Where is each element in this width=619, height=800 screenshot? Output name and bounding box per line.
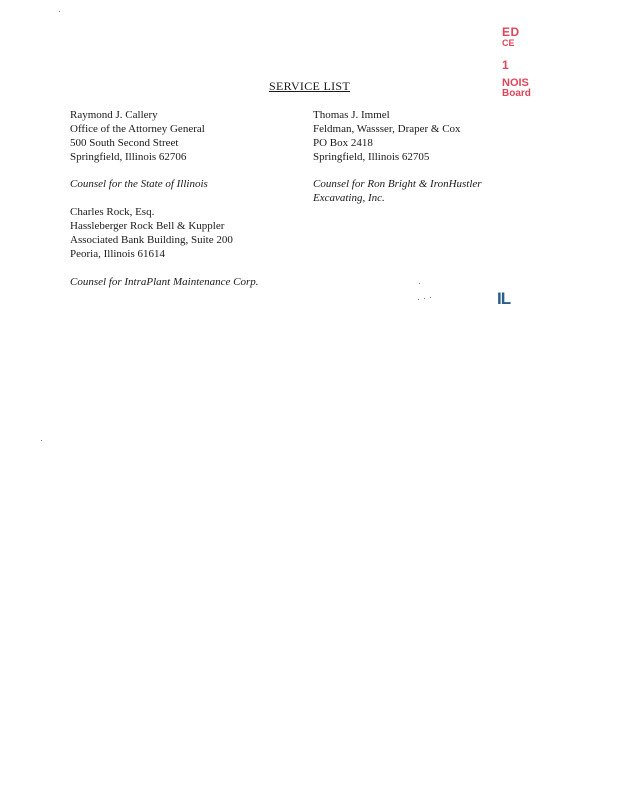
scan-speck [430, 297, 431, 298]
org-line: Hassleberger Rock Bell & Kuppler [70, 220, 225, 232]
handwritten-mark: IL [497, 289, 511, 308]
street-line: Associated Bank Building, Suite 200 [70, 234, 233, 246]
service-address-block-immel [313, 108, 461, 164]
scan-speck [41, 440, 42, 441]
role-line: Counsel for IntraPlant Maintenance Corp. [70, 276, 259, 288]
org-line: Office of the Attorney General [70, 123, 205, 135]
page-title: SERVICE LIST [269, 79, 350, 93]
role-line: Counsel for Ron Bright & IronHustler [313, 178, 482, 190]
stamp-line: NOIS [502, 77, 529, 89]
scan-speck [59, 11, 60, 12]
scan-speck [424, 298, 425, 299]
role-line: Counsel for the State of Illinois [70, 178, 208, 190]
filing-stamp [502, 26, 562, 100]
name-line: Charles Rock, Esq. [70, 206, 155, 218]
stamp-line: CE [502, 38, 515, 48]
name-line: Raymond J. Callery [70, 109, 158, 121]
name-line: Thomas J. Immel [313, 109, 390, 121]
counsel-role-bright [313, 177, 482, 205]
stamp-line: 1 [502, 58, 509, 72]
org-line: Feldman, Wassser, Draper & Cox [313, 123, 461, 135]
stamp-line: ED [502, 25, 520, 39]
city-line: Springfield, Illinois 62705 [313, 151, 430, 163]
scan-speck [418, 299, 419, 300]
city-line: Springfield, Illinois 62706 [70, 151, 187, 163]
role-line: Excavating, Inc. [313, 192, 385, 204]
counsel-role-intraplant [70, 275, 259, 289]
scan-speck [419, 283, 420, 284]
stamp-line: Board [502, 88, 531, 99]
counsel-role-state [70, 177, 208, 191]
service-address-block-attorney-general [70, 108, 205, 164]
street-line: PO Box 2418 [313, 137, 373, 149]
city-line: Peoria, Illinois 61614 [70, 248, 166, 260]
street-line: 500 South Second Street [70, 137, 179, 149]
service-address-block-rock [70, 205, 233, 261]
